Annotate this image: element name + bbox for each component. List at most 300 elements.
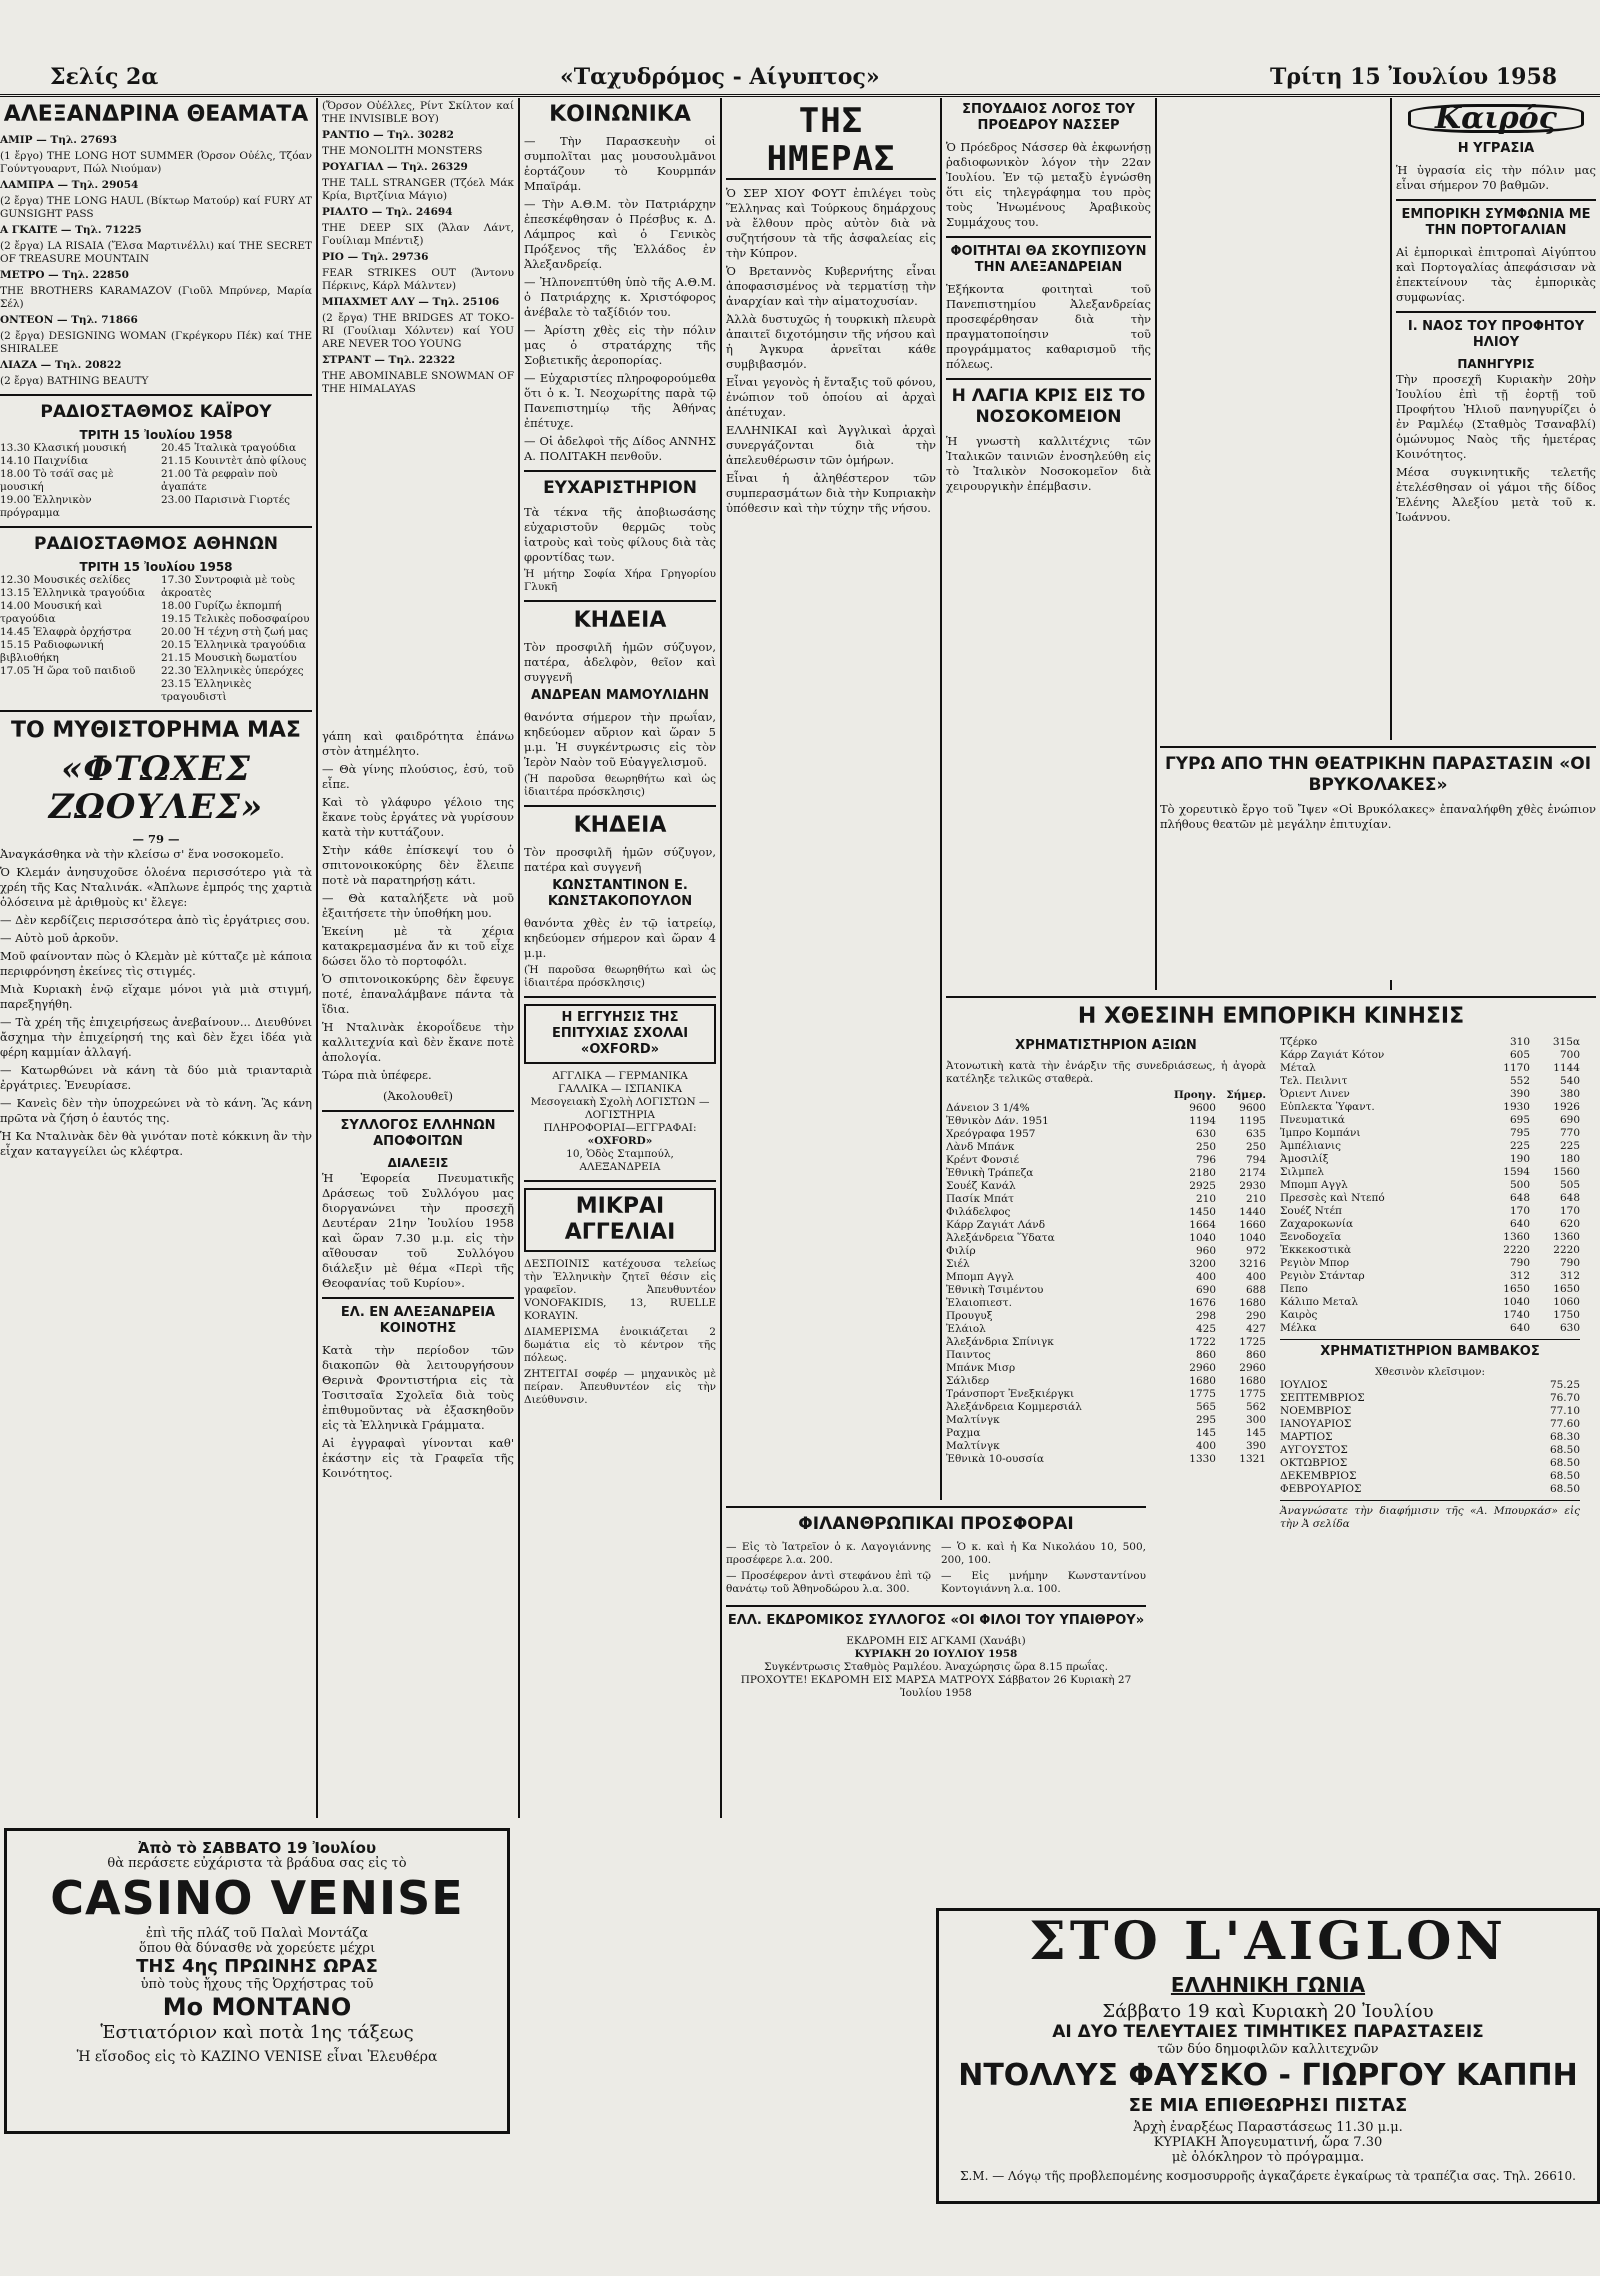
radio-cairo-date: ΤΡΙΤΗ 15 Ἰουλίου 1958 (79, 428, 233, 442)
table-cell: 225 (1559, 1140, 1580, 1152)
funeral-2-name: ΚΩΝΣΤΑΝΤΙΝΟΝ Ε. ΚΩΝΣΤΑΚΟΠΟΥΛΟΝ (547, 878, 693, 909)
masthead (0, 60, 1600, 97)
table-cell: 75.25 (1549, 1379, 1580, 1391)
students-heading: ΦΟΙΤΗΤΑΙ ΘΑ ΣΚΟΥΠΙΣΟΥΝ ΤΗΝ ΑΛΕΞΑΝΔΡΕΙΑΝ (950, 244, 1147, 275)
table-cell: 790 (1559, 1257, 1580, 1269)
table-cell: 796 (1195, 1154, 1216, 1166)
table-row (1280, 1140, 1580, 1153)
table-cell: 315α (1552, 1036, 1580, 1048)
table-row (946, 1453, 1266, 1466)
table-cell: Σιέλ (946, 1258, 970, 1270)
table-cell: 210 (1245, 1193, 1266, 1205)
table-cell: 1144 (1553, 1062, 1580, 1074)
table-row (1280, 1205, 1580, 1218)
thanks-signature: Ἡ μήτηρ Σοφία Χήρα Γρηγορίου Γλυκῆ (524, 568, 716, 593)
casino-ad-line5: ΤΗΣ 4ης ΠΡΩΙΝΗΣ ΩΡΑΣ (136, 1956, 378, 1977)
table-row (946, 1310, 1266, 1323)
table-cell: 1930 (1503, 1101, 1530, 1113)
table-cell: 68.50 (1549, 1457, 1580, 1469)
table-cell: 1680 (1239, 1375, 1266, 1387)
table-cell: 635 (1245, 1128, 1266, 1140)
table-cell: 68.30 (1549, 1431, 1580, 1443)
table-cell: Καιρὸς (1280, 1309, 1318, 1321)
table-cell: 860 (1245, 1349, 1266, 1361)
table-cell: 700 (1559, 1049, 1580, 1061)
table-cell: Ἀμπέλιανις (1280, 1140, 1341, 1152)
table-cell: 1060 (1553, 1296, 1580, 1308)
table-cell: 190 (1509, 1153, 1530, 1165)
table-cell: 1360 (1503, 1231, 1530, 1243)
aiglon-line4: ΣΕ ΜΙΑ ΕΠΙΘΕΩΡΗΣΙ ΠΙΣΤΑΣ (1128, 2095, 1408, 2116)
table-cell: 1040 (1503, 1296, 1530, 1308)
table-row (946, 1102, 1266, 1115)
table-row (1280, 1218, 1580, 1231)
funeral-1-heading: ΚΗΔΕΙΑ (573, 608, 667, 633)
table-cell: 794 (1245, 1154, 1266, 1166)
humidity-text: Ἡ ὑγρασία εἰς τὴν πόλιν μας εἶναι σήμερον 70 βαθμῶν. (1396, 163, 1596, 192)
table-row (1280, 1296, 1580, 1309)
table-cell: 1750 (1553, 1309, 1580, 1321)
social-news: — Τὴν Παρασκευὴν οἱ συμπολῖται μας μουσουλμᾶνοι ἑορτάζουν τὸ Κουρμπάν Μπαϊράμ. — Τὴν Α.Θ.Μ. τὸν Πατριάρχην ἐπεσκέφθησαν ὁ Πρέσβυς κ. Δ. Λάμπρος καὶ ὁ Γενικὸς Πρόξενος τῆς Ἑλλάδος ἐν Ἀλεξανδρείᾳ. — Ἠλπονεπτύθη ὑπὸ τῆς Α.Θ.Μ. ὁ Πατριάρχης κ. Χριστόφορος ἀνέβαλε τὸ ταξίδιόν του. — Ἀρίστη χθὲς εἰς τὴν πόλιν μας ὁ στρατάρχης τῆς Σοβιετικῆς ἀεροπορίας. — Εὐχαριστίες πληροφορούμεθα ὅτι ὁ κ. Ἰ. Νεοχωρίτης παρὰ τῷ Πανεπιστημίῳ τῆς Ἀθήνας ἐπέτυχε. — Οἱ ἀδελφοὶ τῆς Δίδος ΑΝΝΗΣ Α. ΠΟΛΙΤΑΚΗ πενθοῦν. (524, 134, 716, 463)
classifieds: ΔΕΣΠΟΙΝΙΣ κατέχουσα τελείως τὴν Ἑλληνικὴν ζητεῖ θέσιν εἰς γραφεῖον. Ἀπευθυντέον VONOFAKIDIS, 13, RUELLE KORAYIN. ΔΙΑΜΕΡΙΣΜΑ ἐνοικιάζεται 2 δωμάτια εἰς τὸ κέντρον τῆς πόλεως. ΖΗΤΕΙΤΑΙ σοφέρ — μηχανικὸς μὲ πείραν. Ἀπευθυντέον εἰς τὴν Διεύθυνσιν. (524, 1258, 716, 1406)
table-cell: Σιλμπελ (1280, 1166, 1325, 1178)
table-cell: 250 (1195, 1141, 1216, 1153)
table-cell: 1664 (1189, 1219, 1216, 1231)
table-cell: 648 (1559, 1192, 1580, 1204)
table-cell: 290 (1245, 1310, 1266, 1322)
aiglon-sub: ΕΛΛΗΝΙΚΗ ΓΩΝΙΑ (1170, 1973, 1366, 1997)
table-row (1280, 1075, 1580, 1088)
table-cell: 1650 (1553, 1283, 1580, 1295)
table-row (1280, 1127, 1580, 1140)
table-cell: 68.50 (1549, 1470, 1580, 1482)
stock-exchange (946, 1036, 1266, 1534)
school-text-2: Αἱ ἐγγραφαὶ γίνονται καθ' ἑκάστην εἰς τὰ Γραφεῖα τῆς Κοινότητος. (322, 1436, 514, 1480)
table-row (1280, 1257, 1580, 1270)
social-heading: ΚΟΙΝΩΝΙΚΑ (549, 102, 691, 127)
table-cell: 630 (1195, 1128, 1216, 1140)
column-1 (0, 100, 312, 1520)
table-cell: Κάρρ Ζαγιάτ Λάνδ (946, 1219, 1046, 1231)
table-cell: 77.60 (1549, 1418, 1580, 1430)
funeral-2-heading: ΚΗΔΕΙΑ (573, 813, 667, 838)
table-row (946, 1401, 1266, 1414)
nasser-text: Ὁ Πρόεδρος Νάσσερ θὰ ἐκφωνήσῃ ῥαδιοφωνικὸν λόγον τὴν 22αν Ἰουλίου. Ἐν τῷ μεταξὺ ἐγνώσθη ὅτι εἰς τηλεγράφημα του πρὸς τοὺς Ἡνωμένους Ἀραβικοὺς Συμμάχους του. (946, 140, 1151, 229)
charity-section (726, 1500, 1146, 1820)
table-cell: 2220 (1553, 1244, 1580, 1256)
alumni-heading: ΣΥΛΛΟΓΟΣ ΕΛΛΗΝΩΝ ΑΠΟΦΟΙΤΩΝ (340, 1118, 496, 1149)
commerce-heading: Η ΧΘΕΣΙΝΗ ΕΜΠΟΡΙΚΗ ΚΙΝΗΣΙΣ (1077, 1004, 1465, 1029)
table-cell: Σουέζ Ντέπ (1280, 1205, 1342, 1217)
table-row (1280, 1309, 1580, 1322)
table-cell: Σάλιδερ (946, 1375, 990, 1387)
aiglon-line5: Ἀρχὴ ἐναρξέως Παραστάσεως 11.30 μ.μ. (1133, 2120, 1403, 2135)
table-cell: ΙΑΝΟΥΑΡΙΟΣ (1280, 1418, 1352, 1430)
radio-athens-schedule: 12.30 Μουσικές σελίδες 13.15 Ἑλληνικὰ τραγούδια 14.00 Μουσική καὶ τραγούδια 14.45 Ἐλαφρὰ ὀρχήστρα 15.15 Ραδιοφωνική βιβλιοθήκη 17.05 Ἡ ὥρα τοῦ παιδιοῦ 17.30 Συντροφιὰ μὲ τοὺς ἀκροατὲς 18.00 Γυρίζω ἐκπομπή 19.15 Τελικὲς ποδοσφαίρου 20.00 Ἡ τέχνη στὴ ζωή μας 20.15 Ἑλληνικὰ τραγούδια 21.15 Μουσικὴ δωματίου 22.30 Ἑλληνικὲς ὑπερόχες 23.15 Ἑλληνικὲς τραγουδιστὶ (0, 574, 310, 703)
excursion-heading: ΕΛΛ. ΕΚΔΡΟΜΙΚΟΣ ΣΥΛΛΟΓΟΣ «ΟΙ ΦΙΛΟΙ ΤΟΥ ΥΠΑΙΘΡΟΥ» (727, 1613, 1145, 1628)
table-cell: Ξενοδοχεῖα (1280, 1231, 1342, 1243)
aiglon-ad (936, 1908, 1600, 2204)
table-cell: 2180 (1189, 1167, 1216, 1179)
table-cell: 552 (1509, 1075, 1530, 1087)
table-row (946, 1414, 1266, 1427)
table-cell: ΝΟΕΜΒΡΙΟΣ (1280, 1405, 1352, 1417)
table-cell: 972 (1245, 1245, 1266, 1257)
table-cell: 505 (1559, 1179, 1580, 1191)
table-cell: Μαλτίνγκ (946, 1440, 1000, 1452)
table-cell: Ἐθνικὸν Δάν. 1951 (946, 1115, 1049, 1127)
aiglon-line8: Σ.Μ. — Λόγῳ τῆς προβλεπομένης κοσμοσυρροῆς ἀγκαζάρετε ἐγκαίρως τὰ τραπέζια σας. Τηλ. 26610. (960, 2169, 1576, 2183)
table-cell: Τζέρκο (1280, 1036, 1318, 1048)
table-cell: 3200 (1189, 1258, 1216, 1270)
table-cell: Τράνσπορτ Ἐνεξκιέργκι (946, 1388, 1075, 1400)
novel-chapter: — 79 — (132, 832, 180, 846)
table-cell: 1660 (1239, 1219, 1266, 1231)
table-cell: Ρεγιὸν Μπορ (1280, 1257, 1350, 1269)
table-cell: 77.10 (1549, 1405, 1580, 1417)
table-row (946, 1167, 1266, 1180)
theatre-heading: ΓΥΡΩ ΑΠΟ ΤΗΝ ΘΕΑΤΡΙΚΗΝ ΠΑΡΑΣΤΑΣΙΝ «ΟΙ ΒΡΥΚΟΛΑΚΕΣ» (1164, 754, 1592, 795)
stocks-table-2 (1280, 1036, 1580, 1335)
table-cell: Δάνειον 3 1/4% (946, 1102, 1030, 1114)
table-row (1280, 1244, 1580, 1257)
table-cell: 562 (1245, 1401, 1266, 1413)
cotton-sub: Χθεσινὸν κλεῖσιμον: (1374, 1366, 1486, 1378)
oxford-body: ΑΓΓΛΙΚΑ — ΓΕΡΜΑΝΙΚΑ ΓΑΛΛΙΚΑ — ΙΣΠΑΝΙΚΑ Μεσογειακὴ Σχολὴ ΛΟΓΙΣΤΩΝ — ΛΟΓΙΣΤΗΡΙΑ ΠΛΗΡΟΦΟΡΙΑΙ—ΕΓΓΡΑΦΑΙ: «OXFORD» 10, Ὁδὸς Σταμπούλ, ΑΛΕΞΑΝΔΡΕΙΑ (530, 1070, 710, 1173)
table-cell: Κρέντ Φονσιέ (946, 1154, 1020, 1166)
table-cell: 1594 (1503, 1166, 1530, 1178)
table-cell: Ἰμπρο Κομπάνι (1280, 1127, 1361, 1139)
table-cell: Πρεσσὲς καὶ Ντεπό (1280, 1192, 1385, 1204)
table-row (946, 1297, 1266, 1310)
church-heading: Ι. ΝΑΟΣ ΤΟΥ ΠΡΟΦΗΤΟΥ ΗΛΙΟΥ (1407, 319, 1585, 350)
stocks-header: Προηγ. Σήμερ. (1173, 1089, 1266, 1101)
table-cell: Πασίκ Μπάτ (946, 1193, 1014, 1205)
table-cell: 1926 (1553, 1101, 1580, 1113)
table-cell: 540 (1559, 1075, 1580, 1087)
column-3 (524, 100, 716, 1820)
trade-text: Αἱ ἐμπορικαὶ ἐπιτροπαὶ Αἰγύπτου καὶ Πορτογαλίας ἀπεφάσισαν νὰ ἐπεκτείνουν τὰς ἐμπορικὰς συμφωνίας. (1396, 245, 1596, 304)
table-row (1280, 1457, 1580, 1470)
table-cell: ΣΕΠΤΕΜΒΡΙΟΣ (1280, 1392, 1365, 1404)
alumni-sub: ΔΙΑΛΕΞΙΣ (387, 1156, 449, 1170)
table-cell: 427 (1245, 1323, 1266, 1335)
table-cell: 648 (1509, 1192, 1530, 1204)
thanks-text: Τὰ τέκνα τῆς ἀποβιωσάσης εὐχαριστοῦν θερμῶς τοὺς ἰατροὺς καὶ τοὺς φίλους διὰ τὰς φροντίδας των. (524, 505, 716, 564)
table-cell: Φιλίρ (946, 1245, 976, 1257)
table-cell: 400 (1195, 1271, 1216, 1283)
charity-heading: ΦΙΛΑΝΘΡΩΠΙΚΑΙ ΠΡΟΣΦΟΡΑΙ (798, 1514, 1074, 1534)
table-row (1280, 1231, 1580, 1244)
table-cell: Πνευματικά (1280, 1114, 1345, 1126)
table-cell: Εὐπλεκτα Ὑφαντ. (1280, 1101, 1375, 1113)
table-cell: Ἀλεξάνδρια Σπίνιγκ (946, 1336, 1054, 1348)
table-cell: 300 (1245, 1414, 1266, 1426)
table-cell: 2925 (1189, 1180, 1216, 1192)
table-cell: 1775 (1239, 1388, 1266, 1400)
table-cell: 1560 (1553, 1166, 1580, 1178)
table-cell: 795 (1509, 1127, 1530, 1139)
table-cell: 76.70 (1549, 1392, 1580, 1404)
table-cell: 640 (1509, 1218, 1530, 1230)
thanks-heading: ΕΥΧΑΡΙΣΤΗΡΙΟΝ (543, 478, 697, 498)
aiglon-line7: μὲ ὁλόκληρον τὸ πρόγραμμα. (1171, 2150, 1365, 2165)
cinema-heading: ΑΛΕΞΑΝΔΡΙΝΑ ΘΕΑΜΑΤΑ (3, 102, 309, 127)
table-cell: 565 (1195, 1401, 1216, 1413)
table-cell: 790 (1509, 1257, 1530, 1269)
table-row (1280, 1270, 1580, 1283)
table-cell: 770 (1559, 1127, 1580, 1139)
table-cell: 960 (1195, 1245, 1216, 1257)
table-cell: 295 (1195, 1414, 1216, 1426)
table-row (1280, 1392, 1580, 1405)
nasser-heading: ΣΠΟΥΔΑΙΟΣ ΛΟΓΟΣ ΤΟΥ ΠΡΟΕΔΡΟΥ ΝΑΣΣΕΡ (962, 102, 1135, 133)
weather-logo: Καιρός (1408, 104, 1584, 133)
table-cell: 400 (1245, 1271, 1266, 1283)
cinema-listing: ΑΜΙΡ — Τηλ. 27693 (1 ἔργο) THE LONG HOT SUMMER (Ὀρσον Οὐέλς, Τζόαν Γούντγουαρντ, Πώλ Νιούμαν) ΛΑΜΠΡΑ — Τηλ. 29054 (2 ἔργα) THE LONG HAUL (Βίκτωρ Ματούρ) καί FURY AT GUNSIGHT PASS Α ΓΚΑΙΤΕ — Τηλ. 71225 (2 ἔργα) LA RISAIA (Ἔλσα Μαρτινέλλι) καί THE SECRET OF TREASURE MOUNTAIN ΜΕΤΡΟ — Τηλ. 22850 THE BROTHERS KARAMAZOV (Γιοῦλ Μπρύνερ, Μαρία Σέλ) ΟΝΤΕΟΝ — Τηλ. 71866 (2 ἔργα) DESIGNING WOMAN (Γκρέγκορυ Πέκ) καί THE SHIRALEE ΛΙΑΖΑ — Τηλ. 20822 (2 ἔργα) BATHING BEAUTY (0, 134, 312, 387)
table-cell: 1740 (1503, 1309, 1530, 1321)
casino-ad-line4: ὅπου θὰ δύνασθε νὰ χορεύετε μέχρι (138, 1941, 376, 1956)
table-cell: 2220 (1503, 1244, 1530, 1256)
table-row (946, 1258, 1266, 1271)
table-cell: 380 (1559, 1088, 1580, 1100)
oxford-heading: Η ΕΓΓΥΗΣΙΣ ΤΗΣ ΕΠΙΤΥΧΙΑΣ ΣΧΟΛΑΙ «OXFORD» (524, 1004, 716, 1064)
table-cell: 180 (1559, 1153, 1580, 1165)
classifieds-heading: ΜΙΚΡΑΙ ΑΓΓΕΛΙΑΙ (524, 1188, 716, 1252)
table-cell: Λὰνδ Μπάνκ (946, 1141, 1015, 1153)
aiglon-names: ΝΤΟΛΛΥΣ ΦΑΥΣΚΟ - ΓΙΩΡΓΟΥ ΚΑΠΠΗ (958, 2058, 1578, 2093)
table-cell: ΔΕΚΕΜΒΡΙΟΣ (1280, 1470, 1357, 1482)
table-cell: 1775 (1189, 1388, 1216, 1400)
radio-athens-heading: ΡΑΔΙΟΣΤΑΘΜΟΣ ΑΘΗΝΩΝ (33, 534, 278, 554)
novel-title: «ΦΤΩΧΕΣ ΖΩΟΥΛΕΣ» (48, 749, 264, 827)
aiglon-line6: ΚΥΡΙΑΚΗ Ἀπογευματινή, ὥρα 7.30 (1153, 2135, 1383, 2150)
table-cell: ΟΚΤΩΒΡΙΟΣ (1280, 1457, 1348, 1469)
table-cell: 400 (1195, 1440, 1216, 1452)
table-cell: 500 (1509, 1179, 1530, 1191)
novel-heading: ΤΟ ΜΥΘΙΣΤΟΡΗΜΑ ΜΑΣ (11, 718, 301, 743)
table-cell: Ἐθνικὰ 10-ουσσία (946, 1453, 1044, 1465)
stocks-intro: Ἀτονωτικὴ κατὰ τὴν ἐνάρξιν τῆς συνεδριάσεως, ἡ ἀγορὰ κατέληξε τελικῶς σταθερὰ. (946, 1060, 1266, 1085)
table-row (946, 1323, 1266, 1336)
table-row (946, 1271, 1266, 1284)
newspaper-name: «Ταχυδρόμος - Αίγυπτος» (560, 64, 880, 90)
table-row (1280, 1036, 1580, 1049)
novel-continued: γάπη καὶ φαιδρότητα ἐπάνω στὸν ἀτημέλητο. — Θὰ γίνης πλούσιος, ἐσύ, τοῦ εἶπε. Καὶ τὸ γλάφυρο γέλοιο της ἔκανε τοὺς ἐργάτες νὰ γυρίσουν κατὰ τὴν κυττάζουν. Στὴν κάθε ἐπίσκεψί του ὁ σπιτονοικοκύρης δὲν ἔλειπε ποτὲ νὰ παρατηρήσῃ κάτι. — Θὰ καταλήξετε νὰ μοῦ ἐξαιτήσετε τὴν ὑποθήκη μου. Ἐκείνη μὲ τὰ χέρια κατακρεμασμένα ἄν κι τοῦ εἶχε δώσει ὅλο τὸ πορτοφόλι. Ὁ σπιτονοικοκύρης δὲν ἔφευγε ποτέ, ἐπαναλάμβανε πάντα τὰ ἴδια. Ἡ Νταλινὰκ ἐκοροΐδευε τὴν καλλιτεχνία καὶ δὲν ἔκανε ποτὲ ἀπολογία. Τώρα πιὰ ὑπέφερε. (322, 729, 514, 1082)
table-row (946, 1388, 1266, 1401)
table-cell: 1040 (1239, 1232, 1266, 1244)
reader-note: Ἀναγνώσατε τὴν διαφήμισιν τῆς «Α. Μπουρκάσ» εἰς τὴν Ἀ σελίδα (1280, 1505, 1580, 1530)
trade-heading: ΕΜΠΟΡΙΚΗ ΣΥΜΦΩΝΙΑ ΜΕ ΤΗΝ ΠΟΡΤΟΓΑΛΙΑΝ (1401, 207, 1591, 238)
church-sub: ΠΑΝΗΓΥΡΙΣ (1457, 357, 1535, 371)
casino-ad-line6: ὑπὸ τοὺς ἤχους τῆς Ὀρχήστρας τοῦ (140, 1977, 374, 1992)
casino-ad-line3: ἐπὶ τῆς πλάζ τοῦ Παλαὶ Μοντάζα (145, 1926, 369, 1941)
table-cell: Ἐλαιοπιεστ. (946, 1297, 1012, 1309)
stocks-heading: ΧΡΗΜΑΤΙΣΤΗΡΙΟΝ ΑΞΙΩΝ (1015, 1038, 1197, 1053)
table-cell: 9600 (1189, 1102, 1216, 1114)
table-row (1280, 1179, 1580, 1192)
table-cell: Ἀλεξάνδρεια Ὕδατα (946, 1232, 1055, 1244)
table-row (1280, 1418, 1580, 1431)
table-cell: 425 (1195, 1323, 1216, 1335)
table-cell: Μπάνκ Μισρ (946, 1362, 1016, 1374)
table-cell: Σουέζ Κανάλ (946, 1180, 1016, 1192)
table-cell: Ρεγιὸν Στάνταρ (1280, 1270, 1365, 1282)
table-cell: Τελ. Πειλνιτ (1280, 1075, 1348, 1087)
aiglon-line2: ΑΙ ΔΥΟ ΤΕΛΕΥΤΑΙΕΣ ΤΙΜΗΤΙΚΕΣ ΠΑΡΑΣΤΑΣΕΙΣ (1052, 2022, 1484, 2042)
table-row (1280, 1470, 1580, 1483)
table-cell: ΙΟΥΛΙΟΣ (1280, 1379, 1328, 1391)
table-row (946, 1219, 1266, 1232)
issue-date: Τρίτη 15 Ἰουλίου 1958 (1270, 64, 1558, 90)
column-2 (322, 100, 514, 1520)
table-row (946, 1232, 1266, 1245)
table-row (946, 1141, 1266, 1154)
cotton-table (1280, 1379, 1580, 1496)
table-row (946, 1427, 1266, 1440)
casino-ad-title: CASINO VENISE (50, 1871, 464, 1925)
continued-note: (Ἀκολουθεῖ) (383, 1089, 453, 1103)
aiglon-line3: τῶν δύο δημοφιλῶν καλλιτεχνῶν (1157, 2042, 1379, 2057)
table-cell: 225 (1509, 1140, 1530, 1152)
table-cell: Παιντος (946, 1349, 991, 1361)
table-cell: 860 (1195, 1349, 1216, 1361)
alumni-text: Ἡ Ἐφορεία Πνευματικῆς Δράσεως τοῦ Συλλόγου μας διοργανώνει τὴν προσεχῆ Δευτέραν 21ην Ἰουλίου 1958 καὶ ὥραν 7.30 μ.μ. εἰς τὴν αἴθουσαν τοῦ Συλλόγου διάλεξιν μὲ θέμα «Περὶ τῆς Θεοφανίας τοῦ Κυρίου». (322, 1171, 514, 1290)
table-cell: 145 (1245, 1427, 1266, 1439)
table-cell: Ἀλεξάνδρεια Κομμερσιάλ (946, 1401, 1082, 1413)
funeral-2-intro: Τὸν προσφιλῆ ἡμῶν σύζυγον, πατέρα καὶ συγγενῆ (524, 845, 716, 874)
table-row (1280, 1062, 1580, 1075)
table-row (946, 1128, 1266, 1141)
table-row (946, 1336, 1266, 1349)
table-row (1280, 1322, 1580, 1335)
table-cell: Ἀμοσιλίξ (1280, 1153, 1329, 1165)
table-cell: Κάλιπο Μεταλ (1280, 1296, 1359, 1308)
column-5 (946, 100, 1151, 960)
page-number: Σελίς 2α (50, 64, 159, 90)
hospital-text: Ἡ γνωστὴ καλλιτέχνις τῶν Ἰταλικῶν ταινιῶν ἐνοσηλεύθη εἰς τὸ Ἰταλικὸν Νοσοκομεῖον διὰ χειρουργικὴν ἐπέμβασιν. (946, 434, 1151, 493)
table-cell: Μέταλ (1280, 1062, 1316, 1074)
table-cell: Φιλάδελφος (946, 1206, 1011, 1218)
table-row (1280, 1405, 1580, 1418)
table-cell: 1676 (1189, 1297, 1216, 1309)
table-cell: 1725 (1239, 1336, 1266, 1348)
table-cell: Προυγυξ (946, 1310, 993, 1322)
table-row (1280, 1483, 1580, 1496)
table-cell: Κάρρ Ζαγιάτ Κότον (1280, 1049, 1385, 1061)
table-cell: Ἐκκεκοστικὰ (1280, 1244, 1352, 1256)
table-cell: 1330 (1189, 1453, 1216, 1465)
table-cell: 170 (1559, 1205, 1580, 1217)
hospital-heading: Η ΛΑΓΙΑ ΚΡΙΣ ΕΙΣ ΤΟ ΝΟΣΟΚΟΜΕΙΟΝ (951, 386, 1146, 427)
table-row (1280, 1049, 1580, 1062)
table-row (1280, 1114, 1580, 1127)
table-cell: 68.50 (1549, 1444, 1580, 1456)
table-cell: 1040 (1189, 1232, 1216, 1244)
today-heading: ΤΗΣ ΗΜΕΡΑΣ (726, 102, 936, 180)
table-cell: 1321 (1239, 1453, 1266, 1465)
table-cell: ΦΕΒΡΟΥΑΡΙΟΣ (1280, 1483, 1362, 1495)
table-cell: 630 (1559, 1322, 1580, 1334)
table-cell: 170 (1509, 1205, 1530, 1217)
table-row (946, 1349, 1266, 1362)
table-cell: Ὀριεντ Λινεν (1280, 1088, 1350, 1100)
table-row (1280, 1166, 1580, 1179)
table-cell: Ἐλάιολ (946, 1323, 986, 1335)
casino-ad-orchestra: Μο ΜΟΝΤΑΝΟ (162, 1993, 352, 2021)
table-cell: 2960 (1189, 1362, 1216, 1374)
cotton-heading: ΧΡΗΜΑΤΙΣΤΗΡΙΟΝ ΒΑΜΒΑΚΟΣ (1320, 1344, 1540, 1359)
table-row (946, 1154, 1266, 1167)
table-cell: 298 (1195, 1310, 1216, 1322)
table-cell: 1170 (1503, 1062, 1530, 1074)
table-cell: 145 (1195, 1427, 1216, 1439)
cinema-listing-2: (Ὄρσον Οὐέλλες, Ρίντ Σκίλτον καί ΤΗΕ INVISIBLE BOY) ΡΑΝΤΙΟ — Τηλ. 30282 THE MONOLITH MONSTERS ΡΟΥΑΓΙΑΛ — Τηλ. 26329 THE TALL STRANGER (Τζόελ Μάκ Κρία, Βιρτζίνια Μάγιο) ΡΙΑΛΤΟ — Τηλ. 24694 THE DEEP SIX (Ἄλαν Λάντ, Γουίλιαμ Μπέντιξ) ΡΙΟ — Τηλ. 29736 FEAR STRIKES OUT (Ἄντονυ Πέρκινς, Κάρλ Μάλντεν) ΜΠΑΧΜΕΤ ΑΛΥ — Τηλ. 25106 (2 ἔργα) THE BRIDGES AT TOKO-RI (Γουίλιαμ Χόλντεν) καί YOU ARE NEVER TOO YOUNG ΣΤΡΑΝΤ — Τηλ. 22322 THE ABOMINABLE SNOWMAN OF THE HIMALAYAS (322, 100, 514, 395)
table-cell: 68.50 (1549, 1483, 1580, 1495)
funeral-1-text: θανόντα σήμερον τὴν πρωΐαν, κηδεύομεν αὔριον καὶ ὥραν 5 μ.μ. Ἡ συγκέντρωσις εἰς τὸν Ἱερὸν Ναὸν τοῦ Εὐαγγελισμοῦ. (524, 710, 716, 769)
table-row (1280, 1192, 1580, 1205)
table-row (1280, 1283, 1580, 1296)
table-cell: 1440 (1239, 1206, 1266, 1218)
aiglon-line1: Σάββατο 19 καὶ Κυριακὴ 20 Ἰουλίου (1102, 2001, 1434, 2022)
table-cell: 1680 (1189, 1375, 1216, 1387)
casino-ad-line9: Ἡ εἴσοδος εἰς τὸ ΚΑΖΙΝΟ VENISE εἶναι Ἐλευθέρα (76, 2049, 438, 2065)
excursion-details: ΕΚΔΡΟΜΗ ΕΙΣ ΑΓΚΑΜΙ (Χανάβι) ΚΥΡΙΑΚΗ 20 ΙΟΥΛΙΟΥ 1958 Συγκέντρωσις Σταθμὸς Ραμλέου. Ἀναχώρησις ὥρα 8.15 πρωΐας. ΠΡΟΧΟΥΤΕ! ΕΚΔΡΟΜΗ ΕΙΣ ΜΑΡΣΑ ΜΑΤΡΟΥΧ Σάββατον 26 Κυριακὴ 27 Ἰουλίου 1958 (740, 1635, 1132, 1699)
school-heading: ΕΛ. ΕΝ ΑΛΕΞΑΝΔΡΕΙΑ ΚΟΙΝΟΤΗΣ (340, 1305, 496, 1336)
school-text-1: Κατὰ τὴν περίοδον τῶν διακοπῶν θὰ λειτουργήσουν Θερινὰ Φροντιστήρια εἰς τὰ Τοσιτσαῖα Σχολεῖα διὰ τοὺς ἐπιθυμοῦντας νὰ ἐξασκηθοῦν εἰς τὰ Ἑλληνικὰ Γράμματα. (322, 1343, 514, 1432)
table-cell: 1722 (1189, 1336, 1216, 1348)
funeral-1-intro: Τὸν προσφιλῆ ἡμῶν σύζυγον, πατέρα, ἀδελφὸν, θεῖον καὶ συγγενῆ (524, 640, 716, 684)
table-cell: 1194 (1189, 1115, 1216, 1127)
casino-ad-line8: Ἑστιατόριον καὶ ποτὰ 1ης τάξεως (100, 2022, 414, 2043)
table-cell: Μπομπ Αγγλ (946, 1271, 1014, 1283)
table-row (946, 1206, 1266, 1219)
table-row (946, 1245, 1266, 1258)
table-row (946, 1284, 1266, 1297)
stock-exchange-2 (1280, 1036, 1580, 1534)
table-cell: ΜΑΡΤΙΟΣ (1280, 1431, 1333, 1443)
aiglon-title: ΣΤΟ L'AIGLON (1029, 1911, 1507, 1972)
wedding-text: Μέσα συγκινητικῆς τελετῆς ἐτελέσθησαν οἱ γάμοι τῆς δίδος Ἑλένης Ἀλεξίου μετὰ τοῦ κ. Ἰωάννου. (1396, 465, 1596, 524)
table-cell: 695 (1509, 1114, 1530, 1126)
table-cell: Μέλκα (1280, 1322, 1317, 1334)
table-row (1280, 1444, 1580, 1457)
funeral-2-sign: (Ἡ παροῦσα θεωρηθήτω καὶ ὡς ἰδιαιτέρα πρόσκλησις) (524, 964, 716, 989)
table-cell: 1650 (1503, 1283, 1530, 1295)
table-row (946, 1180, 1266, 1193)
table-cell: 2174 (1239, 1167, 1266, 1179)
table-cell: Μπομπ Αγγλ (1280, 1179, 1348, 1191)
table-cell: Ἐθνικὴ Τράπεζα (946, 1167, 1034, 1179)
funeral-2-text: θανόντα χθὲς ἐν τῷ ἰατρείῳ, κηδεύομεν σήμερον καὶ ὥραν 4 μ.μ. (524, 916, 716, 960)
table-cell: 310 (1509, 1036, 1530, 1048)
table-cell: 1680 (1239, 1297, 1266, 1309)
table-cell: 688 (1245, 1284, 1266, 1296)
radio-athens-date: ΤΡΙΤΗ 15 Ἰουλίου 1958 (79, 560, 233, 574)
table-row (1280, 1379, 1580, 1392)
table-row (1280, 1431, 1580, 1444)
stocks-table (946, 1102, 1266, 1466)
table-row (946, 1362, 1266, 1375)
humidity-heading: Η ΥΓΡΑΣΙΑ (1457, 141, 1535, 156)
casino-ad-date: Ἀπὸ τὸ ΣΑΒΒΑΤΟ 19 Ἰουλίου (137, 1839, 377, 1857)
table-cell: 640 (1509, 1322, 1530, 1334)
casino-ad-line2: θὰ περάσετε εὐχάριστα τὰ βράδυα σας εἰς τὸ (107, 1856, 407, 1871)
table-row (946, 1115, 1266, 1128)
church-text: Τὴν προσεχῆ Κυριακὴν 20ὴν Ἰουλίου ἐπὶ τῇ ἑορτῇ τοῦ Προφήτου Ἠλιοῦ πανηγυρίζει ὁ ἐν Ραμλέῳ (Σταθμὸς Τσαναβλί) ὁμώνυμος Ναὸς τῆς ἡμετέρας Κοινότητος. (1396, 372, 1596, 461)
charity-list: — Εἰς τὸ Ἰατρεῖον ὁ κ. Λαγογιάννης προσέφερε λ.α. 200. — Προσέφερον ἀντὶ στεφάνου ἐπὶ τῷ θανάτῳ τοῦ Ἀθηνοδώρου λ.α. 300. — Ὁ κ. καὶ ἡ Κα Νικολάου 10, 500, 200, 100. — Εἰς μνήμην Κωνσταντίνου Κοντογιάννη λ.α. 100. (726, 1541, 1146, 1595)
table-cell: 1360 (1553, 1231, 1580, 1243)
